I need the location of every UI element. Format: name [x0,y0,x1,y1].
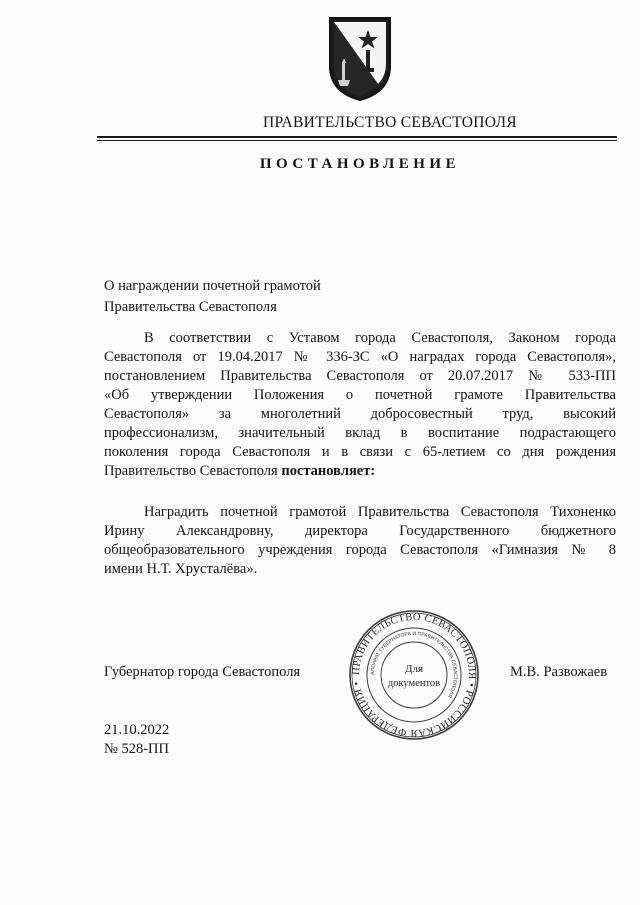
preamble-line: Севастополя» за многолетний добросовестный труд, высокий [104,406,616,422]
subject-line-2: Правительства Севастополя [104,299,277,315]
official-seal [347,608,481,742]
resolves-keyword: постановляет: [281,463,376,479]
preamble-line: Севастополя от 19.04.2017 № 336-ЗС «О наградах города Севастополя», [104,349,616,365]
preamble-line: «Об утверждении Положения о почетной грамоте Правительства [104,387,616,403]
preamble-line: поколения города Севастополя и в связи с 65-летием со дня рождения [104,444,616,460]
preamble-line: постановлением Правительства Севастополя от 20.07.2017 № 533-ПП [104,368,616,384]
subject-line-1: О награждении почетной грамотой [104,278,321,294]
document-date: 21.10.2022 [104,722,170,738]
award-line: имени Н.Т. Хрусталёва». [104,561,258,577]
preamble-line: профессионализм, значительный вклад в воспитание подрастающего [104,425,616,441]
seal-center-line-1: Для [404,663,424,675]
award-paragraph [104,503,616,579]
seal-center-line-2: документов [387,678,441,689]
award-line: общеобразовательного учреждения города Севастополя «Гимназия № 8 [104,542,616,558]
document-number: № 528-ПП [104,741,169,757]
signatory-position: Губернатор города Севастополя [104,664,301,680]
preamble-last-line [104,462,616,481]
document-subject [104,276,321,318]
coat-of-arms-icon [324,14,396,102]
signatory-name: М.В. Развожаев [510,664,608,680]
government-title: ПРАВИТЕЛЬСТВО СЕВАСТОПОЛЯ [263,114,517,131]
header-rule-thin [97,140,617,141]
seal-outer-text: ПРАВИТЕЛЬСТВО СЕВАСТОПОЛЯ • РОССИЙСКАЯ ФЕДЕРАЦИЯ • [350,611,478,739]
header-rule-thick [97,136,617,138]
preamble-paragraph [104,329,616,481]
seal-inner-text: АППАРАТ ГУБЕРНАТОРА И ПРАВИТЕЛЬСТВА СЕВАСТОПОЛЯ [369,630,459,699]
preamble-line: Правительство Севастополя [104,463,282,479]
document-date-block [104,721,169,759]
document-type-title: ПОСТАНОВЛЕНИЕ [259,156,461,172]
award-line: Ирину Александровну, директора Государственного бюджетного [104,523,616,539]
award-line: Наградить почетной грамотой Правительства Севастополя Тихоненко [144,504,616,520]
preamble-line: В соответствии с Уставом города Севастополя, Законом города [144,330,616,346]
